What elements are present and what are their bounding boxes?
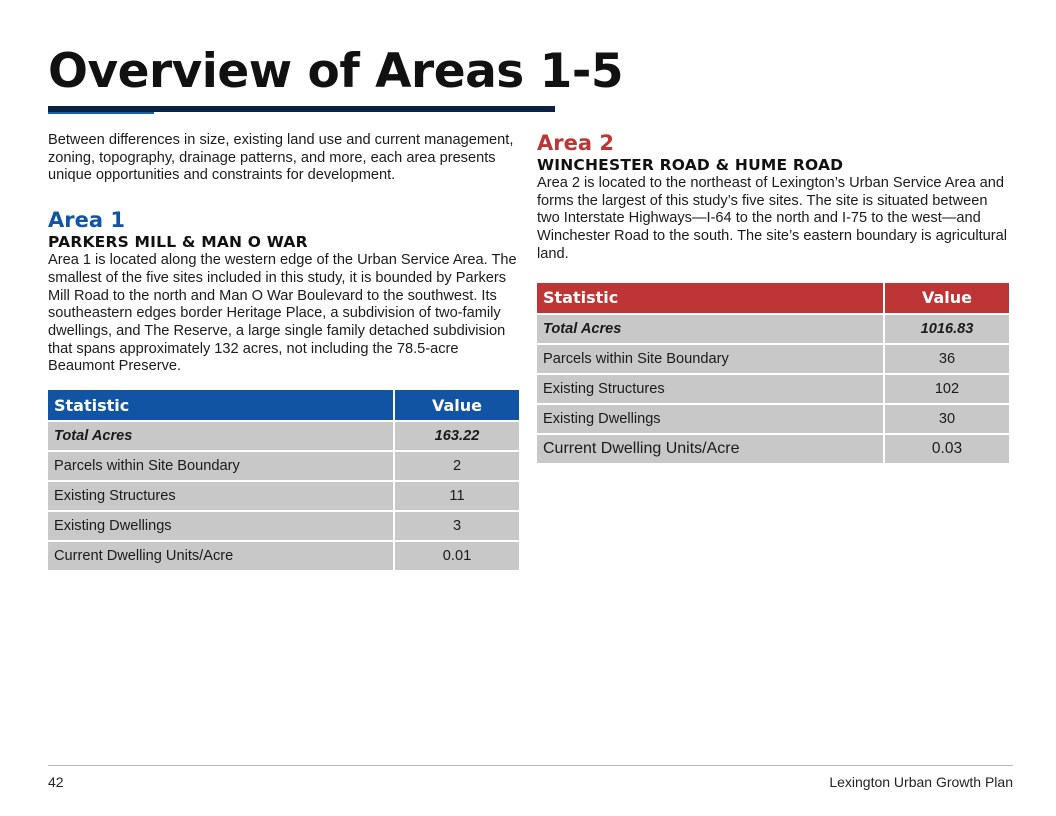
- area2-row-value: 102: [884, 374, 1009, 404]
- right-column: [537, 130, 1009, 463]
- page-title: Overview of Areas 1-5: [48, 44, 624, 99]
- table-row: [48, 481, 519, 511]
- area2-row-label: Existing Dwellings: [537, 404, 884, 434]
- area2-description: Area 2 is located to the northeast of Lexington’s Urban Service Area and forms the largest of this study’s five sites. The site is situated between two Interstate Highways—I-64 to the north and I-75 to the west—and Winchester Road to the south. The site’s eastern boundary is agricultural land.: [537, 175, 1007, 262]
- table-row: [537, 374, 1009, 404]
- table-row: [48, 451, 519, 481]
- area1-header-value: Value: [394, 390, 519, 421]
- page-number: 42: [48, 774, 64, 790]
- area1-subtitle: PARKERS MILL & MAN O WAR: [48, 233, 308, 252]
- area1-stats-table: [48, 390, 519, 570]
- area2-row-value: 30: [884, 404, 1009, 434]
- table-row: [48, 541, 519, 570]
- area1-row-label: Existing Structures: [48, 481, 394, 511]
- area1-row-value: 3: [394, 511, 519, 541]
- area2-header-statistic: Statistic: [537, 283, 884, 314]
- intro-paragraph: Between differences in size, existing land use and current management, zoning, topography, drainage patterns, and more, each area presents unique opportunities and constraints for development.: [48, 132, 514, 184]
- area2-table-header-row: [537, 283, 1009, 314]
- area2-stats-table: [537, 283, 1009, 463]
- area1-heading: Area 1: [48, 208, 125, 233]
- area2-row-label: Parcels within Site Boundary: [537, 344, 884, 374]
- area1-row-label: Current Dwelling Units/Acre: [48, 541, 394, 570]
- table-row: [537, 314, 1009, 344]
- table-row: [537, 344, 1009, 374]
- document-title: Lexington Urban Growth Plan: [829, 774, 1013, 790]
- table-row: [537, 404, 1009, 434]
- area2-row-label: Total Acres: [537, 314, 884, 344]
- area1-header-statistic: Statistic: [48, 390, 394, 421]
- left-column: [48, 132, 519, 570]
- area1-description: Area 1 is located along the western edge of the Urban Service Area. The smallest of the five sites included in this study, it is bounded by Parkers Mill Road to the north and Man O War Boulevard to the southwest. Its southeastern edges border Heritage Place, a subdivision of two-family dwellings, and The Reserve, a large single family detached subdivision that spans approximately 132 acres, not including the 78.5-acre Beaumont Preserve.: [48, 252, 517, 375]
- area1-row-label: Parcels within Site Boundary: [48, 451, 394, 481]
- area2-row-label: Existing Structures: [537, 374, 884, 404]
- area2-row-value: 0.03: [884, 434, 1009, 463]
- table-row: [48, 421, 519, 451]
- area1-row-label: Total Acres: [48, 421, 394, 451]
- table-row: [48, 511, 519, 541]
- area2-row-value: 36: [884, 344, 1009, 374]
- area1-row-value: 11: [394, 481, 519, 511]
- area2-row-value: 1016.83: [884, 314, 1009, 344]
- footer-divider: [48, 765, 1013, 766]
- area2-heading: Area 2: [537, 131, 614, 155]
- area2-row-label: Current Dwelling Units/Acre: [537, 434, 884, 463]
- title-underline: [48, 106, 555, 114]
- area1-row-label: Existing Dwellings: [48, 511, 394, 541]
- title-underline-accent: [48, 112, 154, 114]
- area1-table-header-row: [48, 390, 519, 421]
- area1-row-value: 0.01: [394, 541, 519, 570]
- area1-row-value: 2: [394, 451, 519, 481]
- table-row: [537, 434, 1009, 463]
- area2-header-value: Value: [884, 283, 1009, 314]
- area2-subtitle: WINCHESTER ROAD & HUME ROAD: [537, 156, 844, 174]
- area1-row-value: 163.22: [394, 421, 519, 451]
